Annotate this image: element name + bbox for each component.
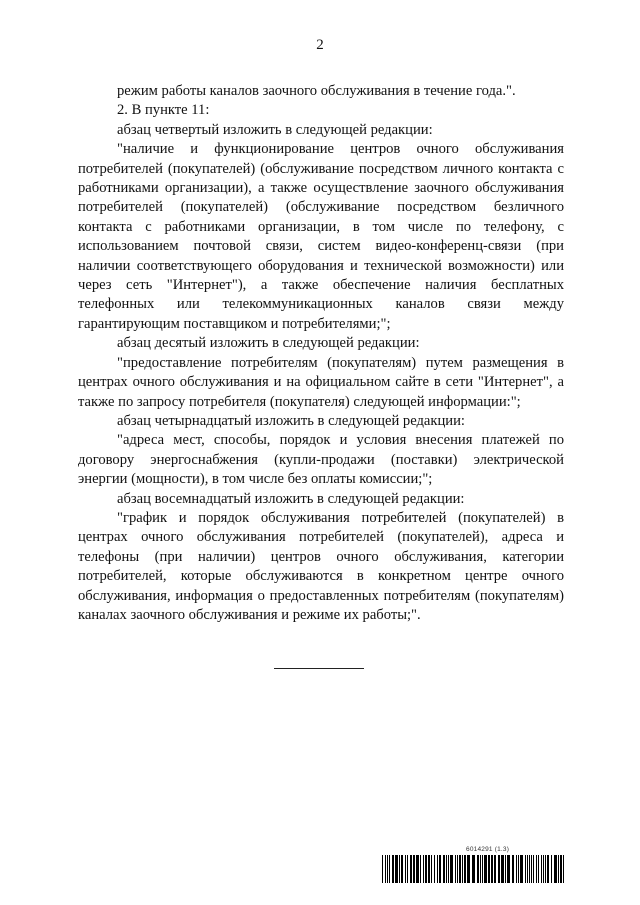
barcode-bar: [420, 855, 421, 883]
barcode-bar: [467, 855, 470, 883]
barcode-bar: [395, 855, 398, 883]
barcode-bar: [491, 855, 493, 883]
barcode-bar: [410, 855, 412, 883]
barcode-bar: [560, 855, 562, 883]
barcode-bar: [462, 855, 463, 883]
barcode-bar: [443, 855, 445, 883]
paragraph: "наличие и функционирование центров очного обслуживания потребителей (покупателей) (обслуживание посредством личного контакта с работниками организации), а также осуществление заочного обслуживания потребителей (покупателей) (обслуживание посредством безличного контакта с работниками организации, в том числе по телефону, с использованием почтовой связи, систем видео-конференц-связи (при наличии соответствующего оборудования и технической возможности) или через сеть "Интернет"), а также обеспечение наличия бесплатных телефонных или телекоммуникационных каналов связи между гарантирующим поставщиком и потребителями;";: [78, 141, 564, 332]
paragraph: 2. В пункте 11:: [117, 102, 210, 119]
end-of-text-rule: [274, 668, 364, 669]
barcode-bar: [536, 855, 537, 883]
barcode-bar: [399, 855, 400, 883]
barcode-bar: [423, 855, 424, 883]
barcode-bar: [541, 855, 542, 883]
barcode-bar: [516, 855, 517, 883]
barcode-bar: [563, 855, 564, 883]
barcode-bar: [416, 855, 419, 883]
barcode-bar: [457, 855, 458, 883]
barcode-bar: [558, 855, 559, 883]
barcode-bar: [545, 855, 546, 883]
barcode-bar: [437, 855, 438, 883]
barcode-bar: [387, 855, 388, 883]
barcode-bar: [520, 855, 523, 883]
barcode-bar: [551, 855, 552, 883]
barcode-bar: [459, 855, 461, 883]
barcode-bar: [401, 855, 403, 883]
barcode-bar: [446, 855, 447, 883]
barcode-bar: [518, 855, 519, 883]
barcode-bar: [450, 855, 453, 883]
barcode-bar: [428, 855, 430, 883]
barcode-bar: [512, 855, 514, 883]
barcode-bar: [392, 855, 394, 883]
barcode-bar: [385, 855, 386, 883]
barcode-bar: [538, 855, 539, 883]
barcode-bar: [529, 855, 530, 883]
barcode-bar: [407, 855, 408, 883]
paragraph: абзац десятый изложить в следующей редакции:: [117, 335, 420, 352]
barcode-bar: [439, 855, 441, 883]
barcode-bar: [382, 855, 383, 883]
barcode-bar: [464, 855, 466, 883]
barcode-bar: [431, 855, 432, 883]
barcode-bar: [484, 855, 487, 883]
barcode-bar: [477, 855, 479, 883]
barcode-bar: [533, 855, 534, 883]
paragraph: режим работы каналов заочного обслуживания в течение года.".: [117, 83, 516, 99]
barcode-bar: [543, 855, 544, 883]
barcode-bar: [480, 855, 481, 883]
barcode-bar: [389, 855, 390, 883]
barcode-bar: [531, 855, 532, 883]
paragraph: "график и порядок обслуживания потребителей (покупателей) в центрах очного обслуживания потребителей (покупателей), адреса и телефоны (при наличии) центров очного обслуживания, категории потребителей, которые обслуживаются в конкретном центре очного обслуживания, информация о предоставленных потребителям (покупателям) каналах заочного обслуживания и режиме их работы;".: [78, 509, 564, 623]
paragraph: абзац восемнадцатый изложить в следующей редакции:: [117, 490, 465, 507]
barcode-bar: [505, 855, 506, 883]
barcode-bar: [472, 855, 475, 883]
barcode-bar: [425, 855, 427, 883]
barcode: [382, 855, 564, 883]
barcode-bar: [498, 855, 500, 883]
barcode-bar: [434, 855, 435, 883]
barcode-bar: [413, 855, 415, 883]
barcode-bar: [455, 855, 456, 883]
paragraph: "адреса мест, способы, порядок и условия внесения платежей по договору энергоснабжения (купли-продажи (поставки) электрической энергии (мощности), в том числе без оплаты комиссии;";: [78, 432, 564, 488]
barcode-bar: [554, 855, 557, 883]
paragraph: абзац четвертый изложить в следующей редакции:: [117, 121, 433, 138]
barcode-caption: 6014291 (1.3): [466, 846, 510, 853]
paragraph: "предоставление потребителям (покупателям) путем размещения в центрах очного обслуживания и на официальном сайте в сети "Интернет", а также по запросу потребителя (покупателя) следующей информации:";: [78, 354, 564, 410]
page-number: 2: [316, 37, 324, 53]
paragraph: абзац четырнадцатый изложить в следующей редакции:: [117, 412, 465, 429]
barcode-bar: [405, 855, 406, 883]
barcode-bar: [488, 855, 490, 883]
barcode-bar: [547, 855, 549, 883]
barcode-bar: [501, 855, 504, 883]
barcode-bar: [448, 855, 449, 883]
barcode-bar: [482, 855, 483, 883]
barcode-bar: [507, 855, 510, 883]
barcode-bar: [525, 855, 526, 883]
barcode-bar: [527, 855, 528, 883]
barcode-bar: [494, 855, 496, 883]
document-body: [78, 82, 564, 625]
